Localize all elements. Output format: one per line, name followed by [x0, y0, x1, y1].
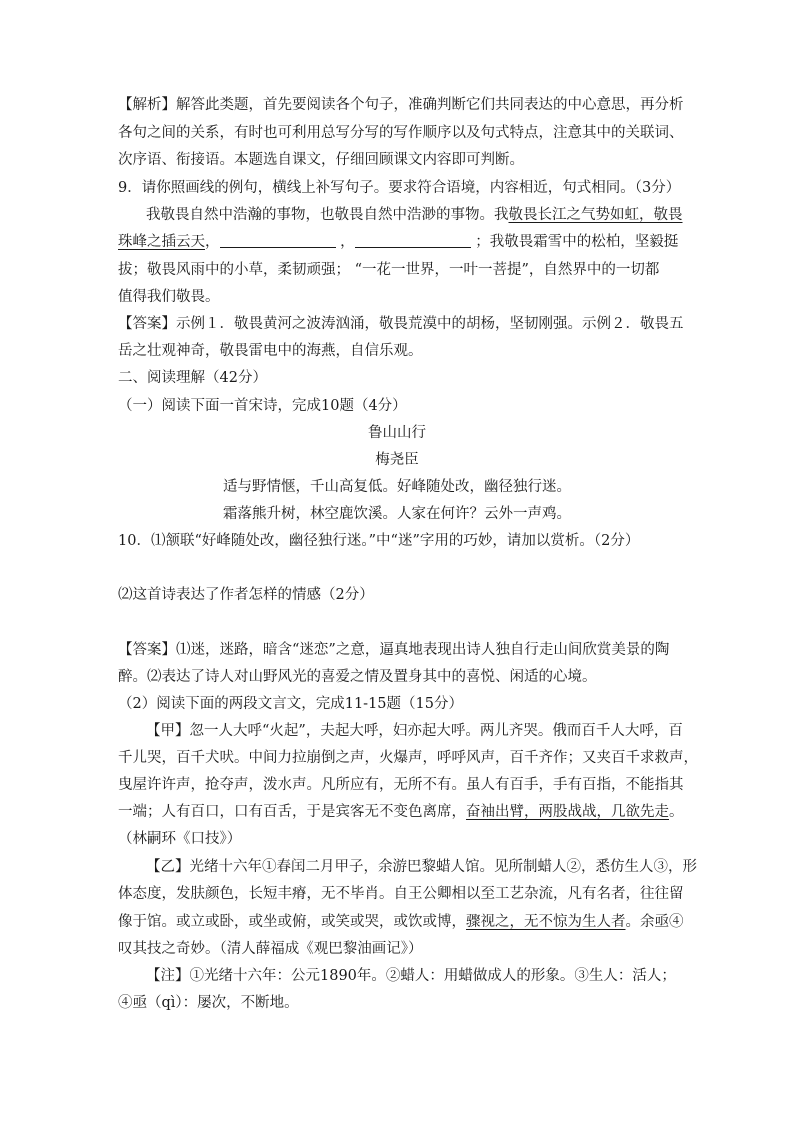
notes-line-2: ④亟（qì）：屡次，不断地。 — [118, 995, 299, 1011]
answer-blank-1[interactable] — [220, 233, 336, 248]
question-10-part-2: ⑵这首诗表达了作者怎样的情感（2分） — [118, 587, 374, 603]
passage-yi-line-2: 体态度，发肤颜色，长短丰瘠，无不毕肖。自王公卿相以至工艺杂流，凡有名者，往往留 — [118, 886, 684, 902]
question-10-part-1: 10．⑴颔联“好峰随处改，幽径独行迷。”中“迷”字用的巧妙，请加以赏析。（2分） — [118, 533, 640, 549]
poem-line-1: 适与野情惬，千山高复低。好峰随处改，幽径独行迷。 — [223, 479, 571, 495]
passage-yi-line-4: 叹其技之奇妙。（清人薛福成《观巴黎油画记》） — [118, 941, 423, 957]
passage-jia-line-3: 曳屋许许声，抢夺声，泼水声。凡所应有，无所不有。虽人有百手，手有百指，不能指其 — [118, 777, 684, 793]
question-9-answer-2: 岳之壮观神奇，敬畏雷电中的海燕，自信乐观。 — [118, 343, 423, 359]
passage-jia-line-2: 千儿哭，百千犬吠。中间力拉崩倒之声，火爆声，呼呼风声，百千齐作；又夹百千求救声， — [118, 750, 698, 766]
section-2-title: 二、阅读理解（42分） — [118, 370, 267, 386]
analysis-line-2: 各句之间的关系，有时也可利用总写分写的写作顺序以及句式特点，注意其中的关联词、 — [118, 125, 684, 141]
notes-line-1: 【注】①光绪十六年：公元1890年。②蜡人：用蜡做成人的形象。③生人：活人； — [146, 968, 676, 984]
passage-jia-source: （林嗣环《口技》） — [118, 831, 242, 847]
part-1-title: （一）阅读下面一首宋诗，完成10题（4分） — [118, 398, 407, 414]
example-underlined-text-2: 珠峰之插云天 — [118, 234, 205, 250]
analysis-line-3: 次序语、衔接语。本题选自课文，仔细回顾课文内容即可判断。 — [118, 152, 524, 168]
question-9-line-4: 值得我们敬畏。 — [118, 289, 220, 305]
question-9-title: 9．请你照画线的例句，横线上补写句子。要求符合语境，内容相近，句式相同。（3分） — [118, 180, 681, 196]
passage-yi-line-3: 像于馆。或立或卧，或坐或俯，或笑或哭，或饮或博，骤视之，无不惊为生人者。余亟④ — [118, 914, 684, 930]
part-2-title: （2）阅读下面的两段文言文，完成11-15题（15分） — [118, 696, 463, 712]
question-9-line-3: 拔；敬畏风雨中的小草，柔韧顽强； “一花一世界，一叶一菩提”，自然界中的一切都 — [118, 262, 660, 278]
example-underlined-text: 敬畏长江之气势如虹，敬畏 — [508, 207, 683, 223]
question-9-line-1: 我敬畏自然中浩瀚的事物，也敬畏自然中浩渺的事物。我敬畏长江之气势如虹，敬畏 — [146, 207, 683, 223]
question-9-answer-1: 【答案】示例１．敬畏黄河之波涛汹涌，敬畏荒漠中的胡杨，坚韧刚强。示例２．敬畏五 — [118, 316, 684, 332]
question-9-line-2: 珠峰之插云天， ， ；我敬畏霜雪中的松柏，坚毅挺 — [118, 234, 679, 250]
passage-jia-line-4: 一端；人有百口，口有百舌，于是宾客无不变色离席，奋袖出臂，两股战战，几欲先走。 — [118, 804, 684, 820]
poem-title: 鲁山山行 — [368, 425, 426, 441]
passage-jia-line-1: 【甲】忽一人大呼“火起”，夫起大呼，妇亦起大呼。两儿齐哭。俄而百千人大呼，百 — [146, 723, 683, 739]
poem-author: 梅尧臣 — [375, 452, 419, 468]
analysis-line-1: 【解析】解答此类题，首先要阅读各个句子，准确判断它们共同表达的中心意思，再分析 — [118, 97, 684, 113]
passage-yi-line-1: 【乙】光绪十六年①春闰二月甲子，余游巴黎蜡人馆。见所制蜡人②，悉仿生人③，形 — [146, 859, 697, 875]
yi-underlined-sentence: 骤视之，无不惊为生人者 — [466, 914, 626, 930]
answer-blank-2[interactable] — [355, 233, 471, 248]
jia-underlined-sentence: 奋袖出臂，两股战战，几欲先走 — [466, 804, 669, 820]
poem-line-2: 霜落熊升树，林空鹿饮溪。人家在何许？云外一声鸡。 — [223, 506, 571, 522]
question-10-answer-2: 醉。⑵表达了诗人对山野风光的喜爱之情及置身其中的喜悦、闲适的心境。 — [118, 669, 597, 685]
question-10-answer-1: 【答案】⑴迷，迷路，暗含“迷恋”之意，逼真地表现出诗人独自行走山间欣赏美景的陶 — [118, 642, 670, 658]
